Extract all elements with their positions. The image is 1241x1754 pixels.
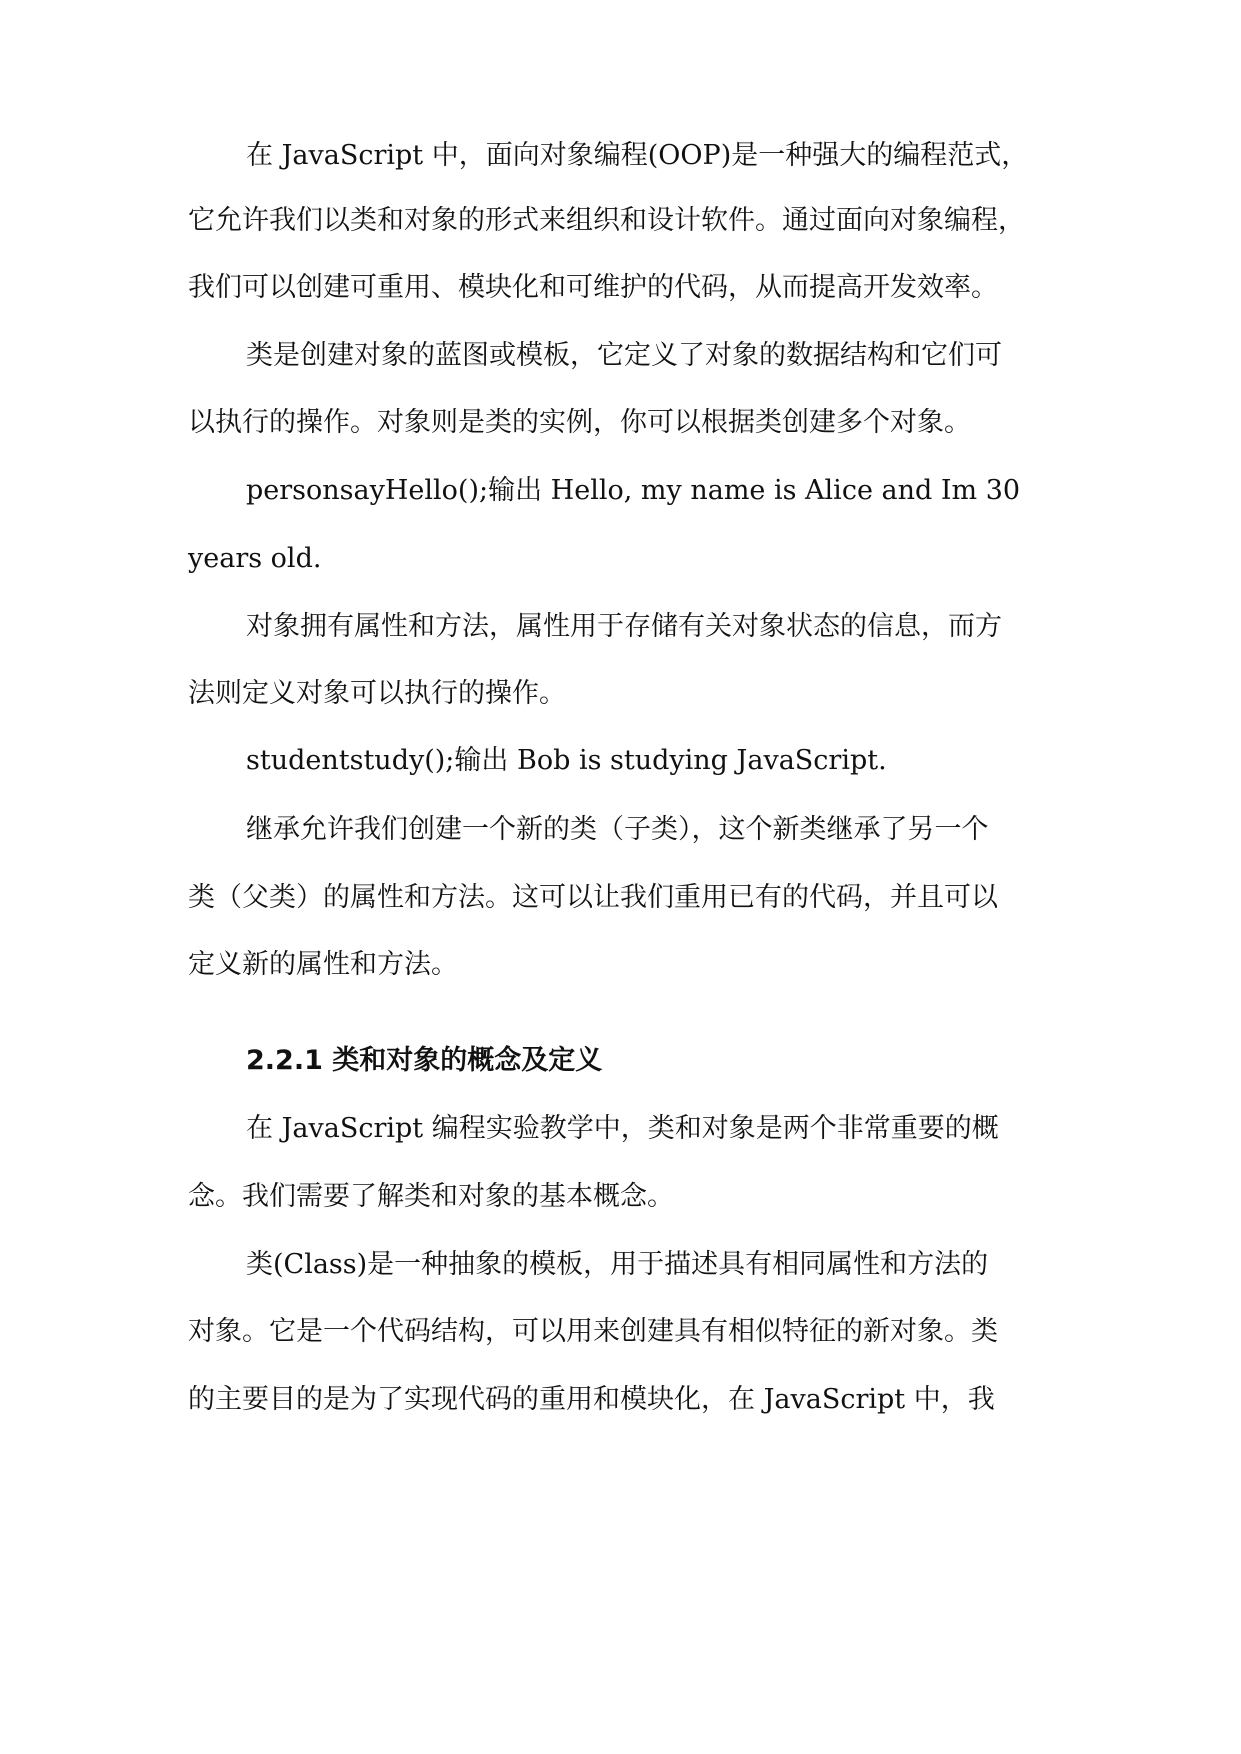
paragraph-line: 的主要目的是为了实现代码的重用和模块化，在 JavaScript 中，我 bbox=[188, 1384, 995, 1415]
paragraph-line: 以执行的操作。对象则是类的实例，你可以根据类创建多个对象。 bbox=[188, 407, 971, 438]
paragraph-line: 对象。它是一个代码结构，可以用来创建具有相似特征的新对象。类 bbox=[188, 1316, 998, 1347]
paragraph-line: 法则定义对象可以执行的操作。 bbox=[188, 678, 566, 709]
paragraph-line: 对象拥有属性和方法，属性用于存储有关对象状态的信息，而方 bbox=[246, 611, 1002, 642]
paragraph-line: 定义新的属性和方法。 bbox=[188, 949, 458, 980]
code-output-line: years old. bbox=[188, 543, 322, 574]
paragraph-line: 念。我们需要了解类和对象的基本概念。 bbox=[188, 1181, 674, 1212]
paragraph-line: 在 JavaScript 中，面向对象编程(OOP)是一种强大的编程范式， bbox=[246, 140, 1029, 171]
paragraph-line: 继承允许我们创建一个新的类（子类），这个新类继承了另一个 bbox=[246, 814, 989, 845]
paragraph-line: 我们可以创建可重用、模块化和可维护的代码，从而提高开发效率。 bbox=[188, 272, 998, 303]
paragraph-line: 类是创建对象的蓝图或模板，它定义了对象的数据结构和它们可 bbox=[246, 340, 1002, 371]
paragraph-line: 它允许我们以类和对象的形式来组织和设计软件。通过面向对象编程， bbox=[188, 205, 1025, 236]
section-heading: 2.2.1 类和对象的概念及定义 bbox=[246, 1045, 603, 1076]
code-output-line: personsayHello();输出 Hello, my name is Alice and Im 30 bbox=[246, 475, 1021, 506]
code-output-line: studentstudy();输出 Bob is studying JavaScript. bbox=[246, 745, 887, 776]
paragraph-line: 类(Class)是一种抽象的模板，用于描述具有相同属性和方法的 bbox=[246, 1249, 989, 1280]
paragraph-line: 在 JavaScript 编程实验教学中，类和对象是两个非常重要的概 bbox=[246, 1113, 999, 1144]
paragraph-line: 类（父类）的属性和方法。这可以让我们重用已有的代码，并且可以 bbox=[188, 882, 998, 913]
